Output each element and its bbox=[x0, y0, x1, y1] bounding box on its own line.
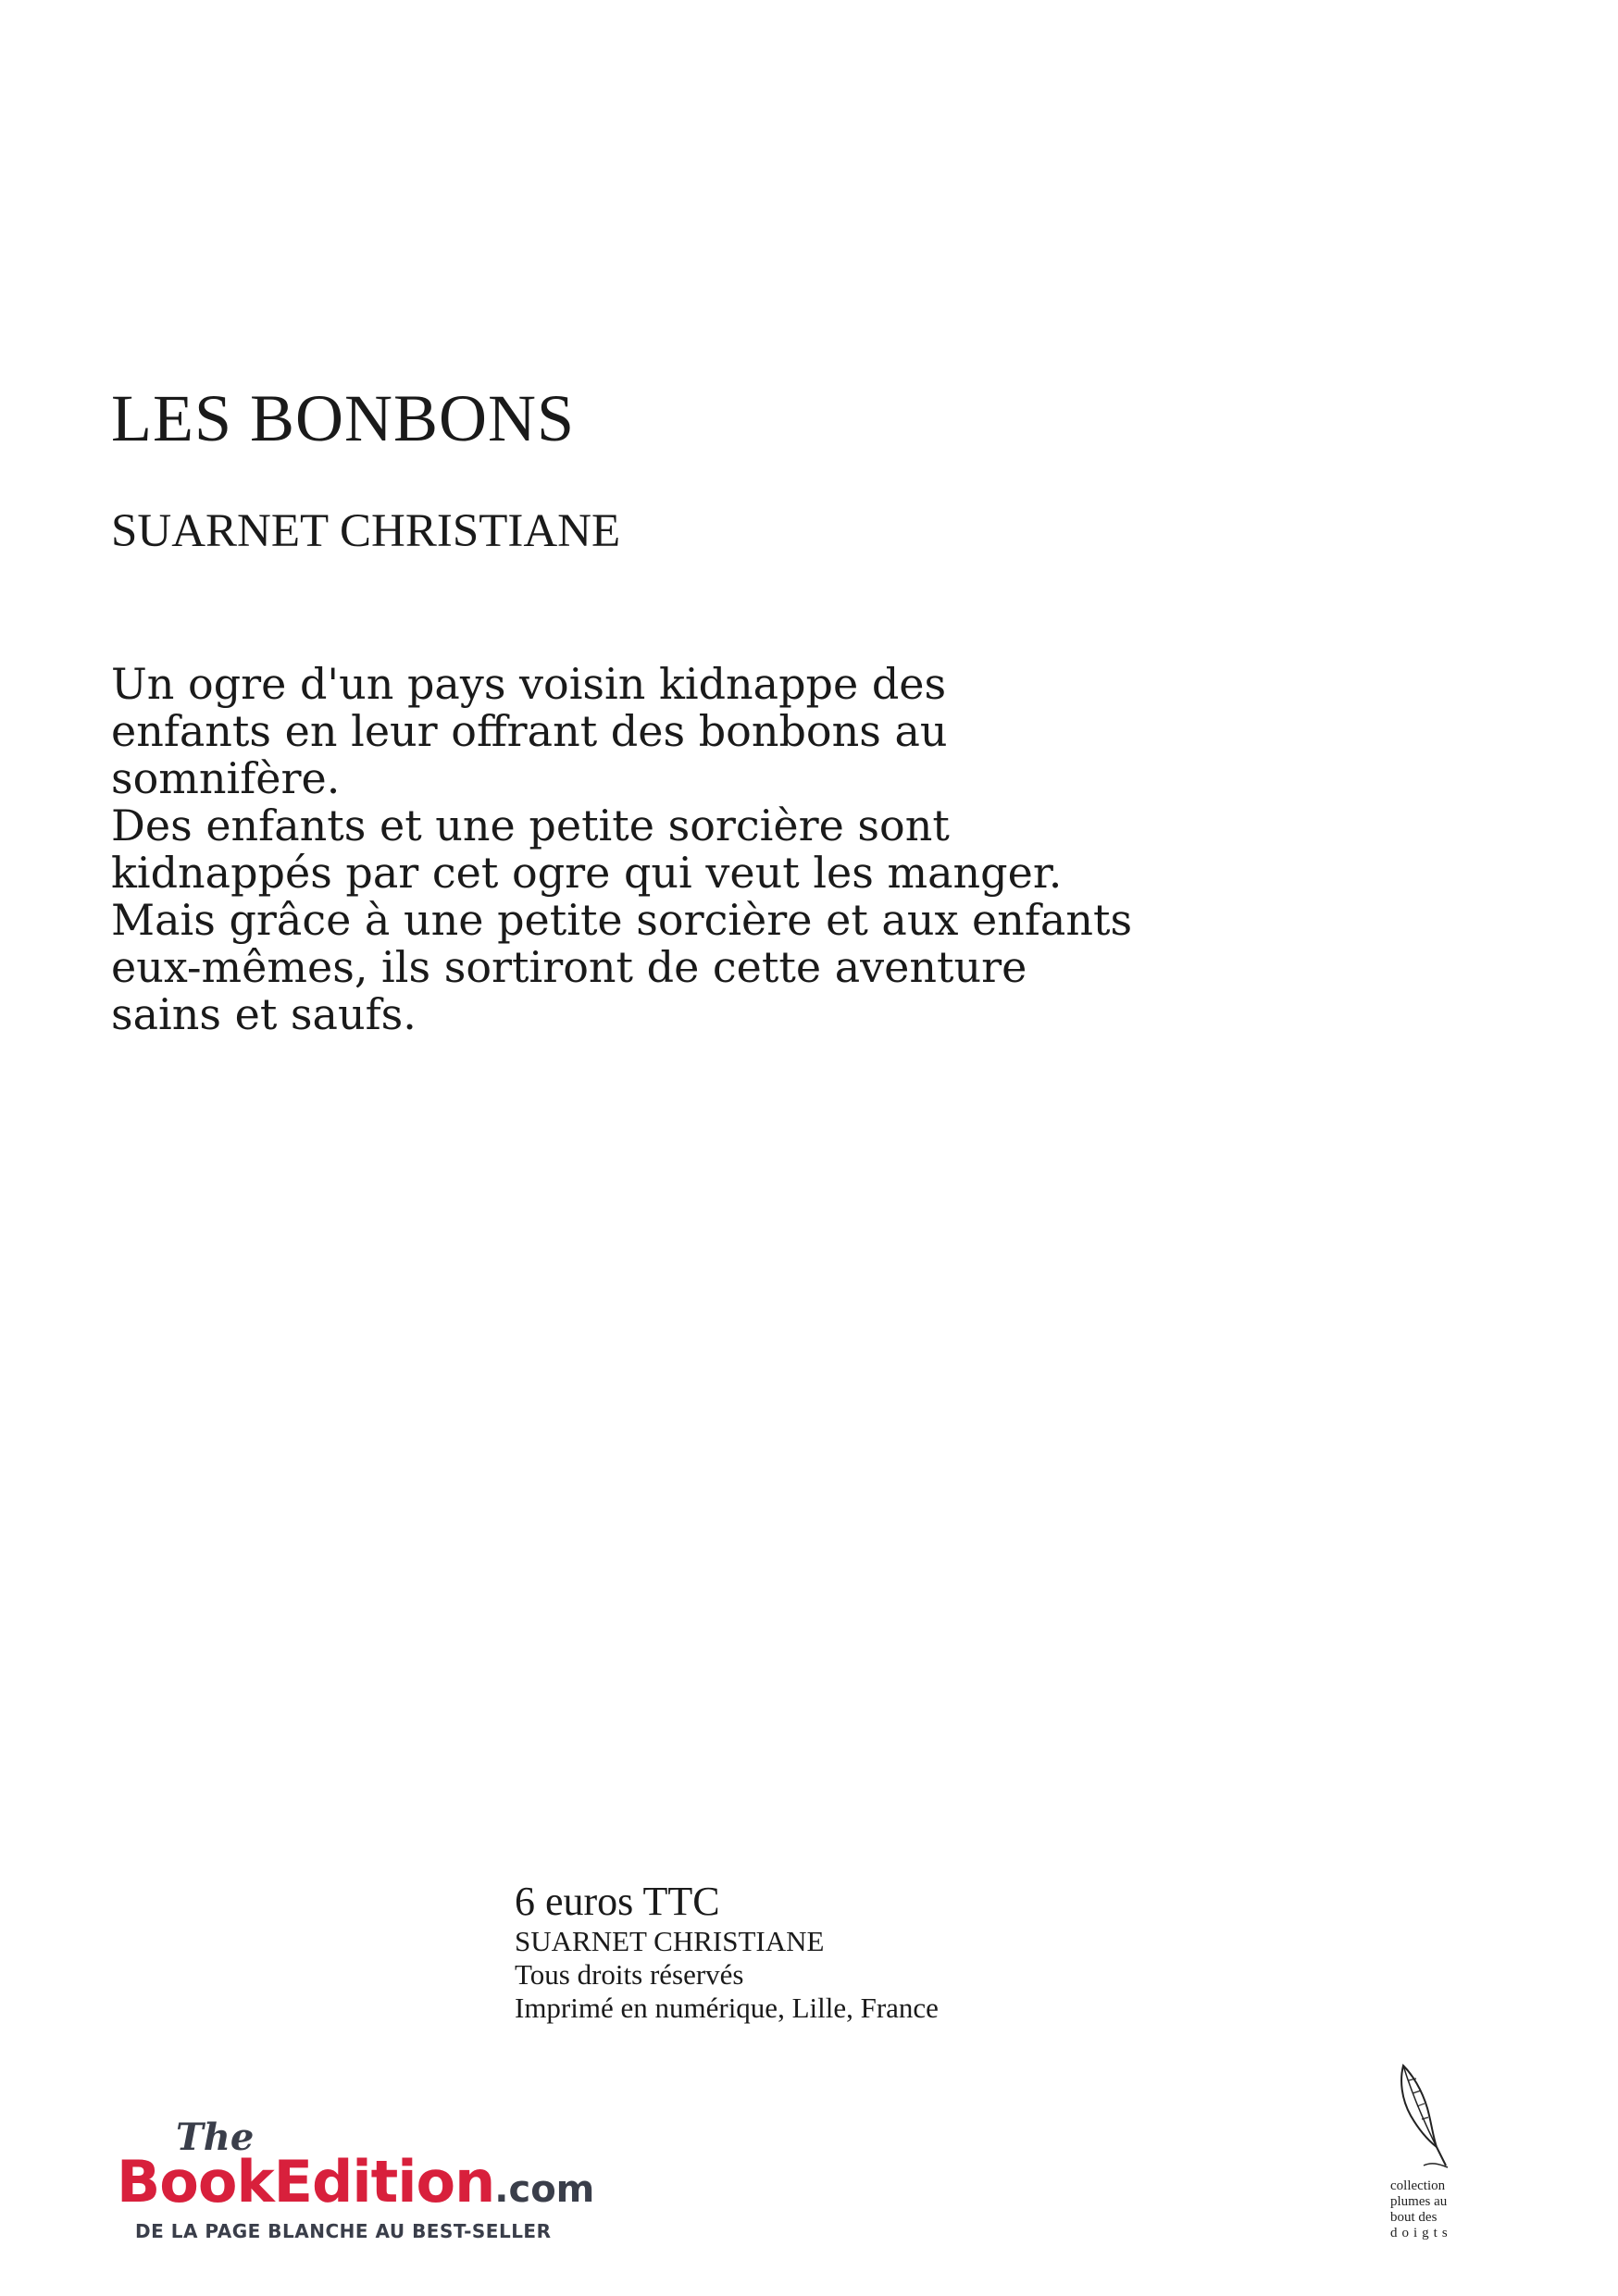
summary-paragraph-1: Un ogre d'un pays voisin kidnappe des enfants en leur offrant des bonbons au somnifère. bbox=[111, 659, 948, 803]
collection-line-3: bout des bbox=[1390, 2210, 1438, 2225]
summary-paragraph-2: Des enfants et une petite sorcière sont kidnappés par cet ogre qui veut les manger. Mais grâce à une petite sorcière et aux enfants eux-mêmes, ils sortiront de cette aventure sains et saufs. bbox=[111, 800, 1133, 1039]
logo-the: The bbox=[176, 2116, 255, 2159]
publisher-logo bbox=[117, 2117, 672, 2247]
collection-line-2: plumes au bbox=[1390, 2194, 1448, 2209]
collection-mark bbox=[1390, 2062, 1464, 2241]
collection-line-4: doigts bbox=[1390, 2226, 1452, 2240]
logo-brand bbox=[117, 2149, 594, 2223]
logo-tagline: DE LA PAGE BLANCHE AU BEST-SELLER bbox=[135, 2220, 552, 2242]
rights-notice: Tous droits réservés bbox=[515, 1958, 744, 1991]
logo-brand-suffix: .com bbox=[494, 2168, 595, 2211]
print-location: Imprimé en numérique, Lille, France bbox=[515, 1992, 939, 2024]
imprint-author: SUARNET CHRISTIANE bbox=[515, 1925, 825, 1957]
collection-line-1: collection bbox=[1390, 2178, 1446, 2193]
book-title: LES BONBONS bbox=[111, 381, 576, 455]
book-author: SUARNET CHRISTIANE bbox=[111, 505, 621, 557]
quill-icon bbox=[1396, 2062, 1451, 2173]
book-summary bbox=[111, 661, 1259, 1038]
imprint-block bbox=[515, 1879, 939, 2025]
collection-text bbox=[1390, 2178, 1464, 2241]
price: 6 euros TTC bbox=[515, 1879, 720, 1924]
logo-brand-main: BookEdition bbox=[117, 2148, 495, 2215]
